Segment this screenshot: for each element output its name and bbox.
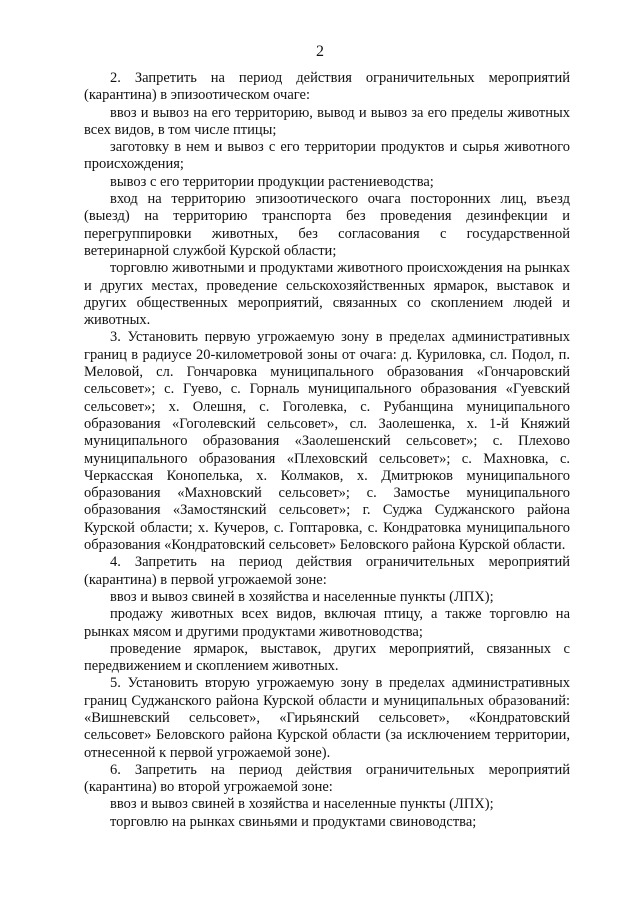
page-number: 2 xyxy=(316,43,324,60)
paragraph-prohibition-animal-transport: ввоз и вывоз на его территорию, вывод и вывоз за его пределы животных всех видов, в том числе птицы; xyxy=(84,104,570,138)
paragraph-first-zone-events: проведение ярмарок, выставок, других мероприятий, связанных с передвижением и скоплением животных. xyxy=(84,640,570,675)
paragraph-item-5-second-zone: 5. Установить вторую угрожаемую зону в пределах административных границ Суджанского района Курской области и муниципальных образований: «Вишневский сельсовет», «Гирьянский сельсовет», «Кондратовский сельсовет» Беловского района Курской области (за исключением территории, отнесенной к первой угрожаемой зоне). xyxy=(84,675,570,761)
paragraph-item-6-intro: 6. Запретить на период действия ограничительных мероприятий (карантина) во второй угрожаемой зоне: xyxy=(84,761,570,796)
paragraph-second-zone-market-trade: торговлю на рынках свиньями и продуктами свиноводства; xyxy=(110,813,477,830)
paragraph-prohibition-entry: вход на территорию эпизоотического очага посторонних лиц, въезд (выезд) на территорию транспорта без проведения дезинфекции и перегруппировки животных, без согласования с государственной ветеринарной службой Курской области; xyxy=(84,191,570,259)
paragraph-prohibition-crop-export: вывоз с его территории продукции растениеводства; xyxy=(110,173,434,190)
paragraph-prohibition-animal-products: заготовку в нем и вывоз с его территории продуктов и сырья животного происхождения; xyxy=(84,139,570,173)
paragraph-item-4-intro: 4. Запретить на период действия ограничительных мероприятий (карантина) в первой угрожаемой зоне: xyxy=(84,554,570,588)
document-body xyxy=(84,70,570,831)
paragraph-item-2-intro: 2. Запретить на период действия ограничительных мероприятий (карантина) в эпизоотическом очаге: xyxy=(84,70,570,104)
paragraph-first-zone-sales: продажу животных всех видов, включая птицу, а также торговлю на рынках мясом и другими продуктами животноводства; xyxy=(84,606,570,640)
paragraph-first-zone-pig-transport: ввоз и вывоз свиней в хозяйства и населенные пункты (ЛПХ); xyxy=(110,588,494,605)
paragraph-prohibition-trade-events: торговлю животными и продуктами животного происхождения на рынках и других местах, проведение сельскохозяйственных ярмарок, выставок и других общественных мероприятий, связанных со скоплением людей и животных. xyxy=(84,260,570,329)
paragraph-second-zone-pig-transport: ввоз и вывоз свиней в хозяйства и населенные пункты (ЛПХ); xyxy=(110,796,494,813)
paragraph-item-3-first-zone: 3. Установить первую угрожаемую зону в пределах административных границ в радиусе 20-километровой зоны от очага: д. Куриловка, сл. Подол, п. Меловой, сл. Гончаровка муниципального образования «Гончаровский сельсовет»; с. Гуево, с. Горналь муниципального образования «Гуевский сельсовет»; х. Олешня, с. Гоголевка, с. Рубанщина муниципального образования «Гоголевский сельсовет», сл. Заолешенка, х. 1-й Княжий муниципального образования «Заолешенский сельсовет»; с. Плехово муниципального образования «Плеховский сельсовет»; с. Махновка, с. Черкасская Конопелька, х. Колмаков, х. Дмитрюков муниципального образования «Махновский сельсовет»; с. Замостье муниципального образования «Замостянский сельсовет»; г. Суджа Суджанского района Курской области; х. Кучеров, с. Гоптаровка, с. Кондратовка муниципального образования «Кондратовский сельсовет» Беловского района Курской области. xyxy=(84,329,570,554)
